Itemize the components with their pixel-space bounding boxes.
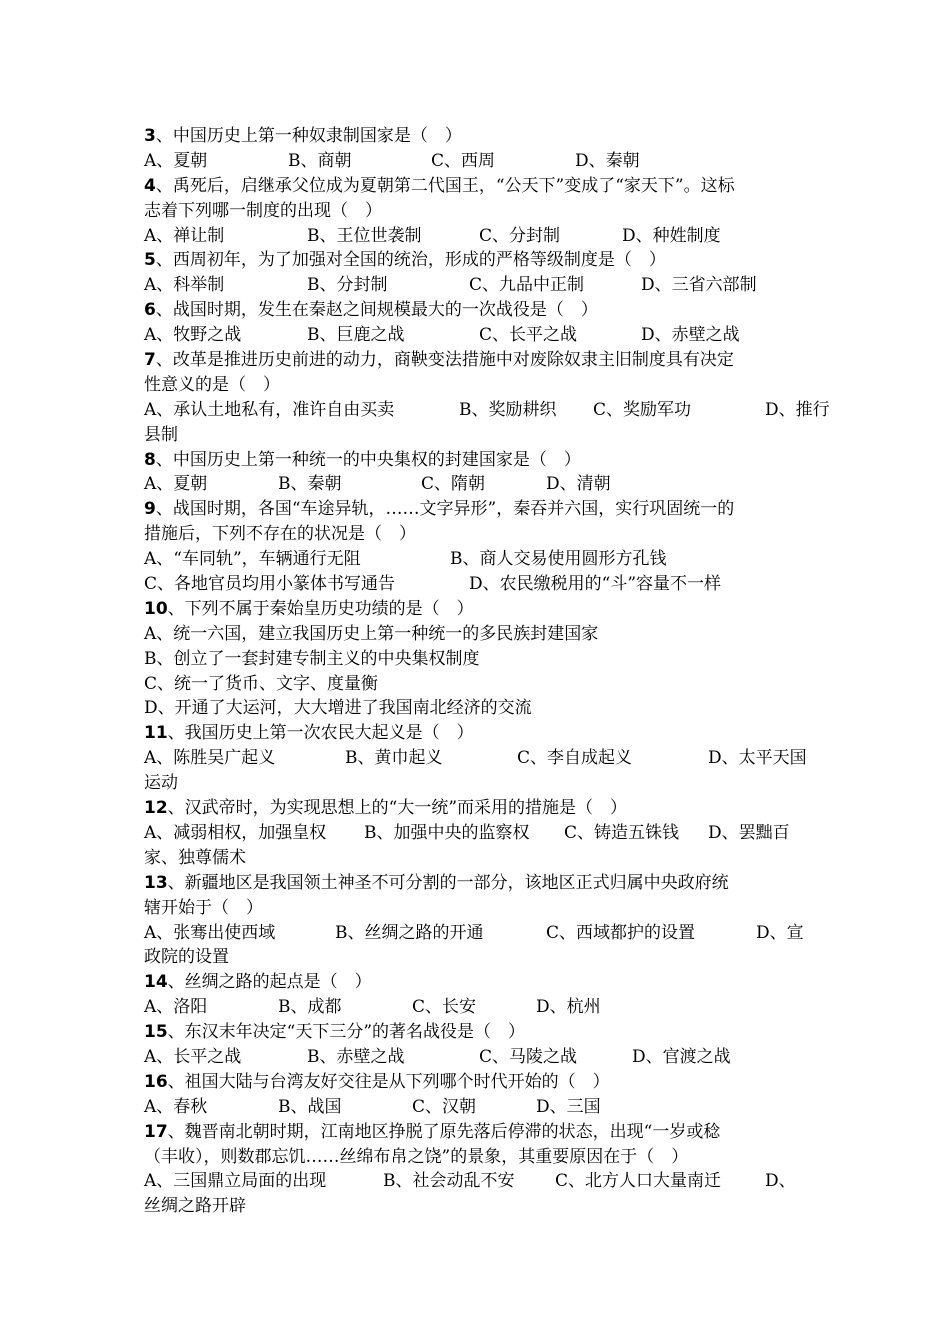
question-text: 、中国历史上第一种奴隶制国家是（ ） [155,126,462,146]
answer-options [144,846,816,871]
question-stem-continuation [144,373,816,398]
answer-options [144,572,816,597]
question-text: （丰收），则数郡忘饥……丝绵布帛之饶”的景象，其重要原因在于（ ） [144,1146,689,1167]
question-stem [144,1070,816,1095]
answer-option: A、科举制 [144,275,225,296]
answer-option: A、禅让制 [144,225,225,246]
answer-option: A、夏朝 [144,474,208,495]
question-number: 4 [144,175,156,196]
answer-option: B、商人交易使用圆形方孔钱 [450,549,667,570]
answer-option: B、创立了一套封建专制主义的中央集权制度 [144,648,480,669]
question-4 [144,174,816,249]
question-16 [144,1070,816,1120]
answer-option: A、牧野之战 [144,325,242,346]
answer-option: D、赤壁之战 [641,325,740,346]
answer-option: C、分封制 [479,225,561,246]
question-text: 、下列不属于秦始皇历史功绩的是（ ） [167,598,474,619]
question-text: 、战国时期，各国“车途异轨，……文字异形”，秦吞并六国，实行巩固统一的 [155,499,735,520]
question-number: 13 [144,872,168,893]
question-stem [144,174,816,199]
question-stem [144,796,816,821]
question-15 [144,1020,816,1070]
answer-option: A、统一六国，建立我国历史上第一种统一的多民族封建国家 [144,623,599,644]
answer-option: C、西域都护的设置 [546,922,696,943]
answer-option: 家、独尊儒术 [144,847,246,868]
answer-option: A、“车同轨”，车辆通行无阻 [144,549,361,570]
answer-option: C、长安 [412,997,477,1018]
question-stem [144,1020,816,1045]
question-3 [144,124,816,174]
question-number: 15 [144,1022,168,1043]
question-number: 7 [144,350,156,371]
answer-option: B、成都 [278,997,342,1018]
answer-option: B、丝绸之路的开通 [335,922,484,943]
question-text: 辖开始于（ ） [144,897,263,918]
question-stem [144,348,816,373]
answer-option: 政院的设置 [144,947,229,968]
question-text: 、丝绸之路的起点是（ ） [167,972,372,993]
answer-option: A、减弱相权，加强皇权 [144,822,327,843]
answer-option: 丝绸之路开辟 [144,1196,246,1217]
question-text: 、汉武帝时，为实现思想上的“大一统”而采用的措施是（ ） [167,798,628,819]
answer-option: D、推行 [765,399,830,420]
answer-option: C、铸造五铢钱 [564,822,680,843]
answer-options [144,746,816,771]
answer-options [144,1095,816,1120]
answer-option: D、种姓制度 [622,225,721,246]
answer-option: C、西周 [431,150,496,171]
answer-options [144,1045,816,1070]
answer-options [144,821,816,846]
question-stem-continuation [144,896,816,921]
question-number: 14 [144,972,168,993]
answer-option: B、战国 [278,1096,342,1117]
answer-option: C、李自成起义 [517,748,633,769]
answer-option: D、罢黜百 [708,822,790,843]
answer-options [144,921,816,946]
question-number: 16 [144,1071,168,1092]
question-12 [144,796,816,871]
question-11 [144,721,816,796]
answer-option: D、 [765,1171,796,1192]
answer-option: A、三国鼎立局面的出现 [144,1171,327,1192]
question-number: 11 [144,723,168,744]
answer-option: 县制 [144,424,178,445]
answer-option: D、杭州 [536,997,601,1018]
question-text: 、我国历史上第一次农民大起义是（ ） [167,723,474,744]
answer-options [144,224,816,249]
question-10 [144,597,816,721]
question-number: 10 [144,598,168,619]
answer-option: B、奖励耕织 [459,399,557,420]
answer-options [144,273,816,298]
answer-option: A、洛阳 [144,997,208,1018]
question-number: 9 [144,499,156,520]
question-number: 17 [144,1121,168,1142]
question-text: 志着下列哪一制度的出现（ ） [144,200,382,221]
answer-options [144,945,816,970]
question-number: 6 [144,300,156,321]
answer-option: D、三省六部制 [641,275,757,296]
question-stem [144,497,816,522]
question-text: 、禹死后，启继承父位成为夏朝第二代国王，“公天下”变成了“家天下”。这标 [155,175,735,196]
answer-option: C、马陵之战 [479,1046,578,1067]
question-stem [144,124,816,149]
question-7 [144,348,830,448]
question-14 [144,970,816,1020]
answer-option: C、奖励军功 [593,399,692,420]
question-stem-continuation [144,522,816,547]
question-5 [144,248,816,298]
answer-option: B、秦朝 [278,474,342,495]
answer-option: C、各地官员均用小篆体书写通告 [144,574,396,595]
question-stem-continuation [144,1145,816,1170]
question-8 [144,448,816,498]
question-stem [144,597,816,622]
question-6 [144,298,816,348]
question-13 [144,871,816,971]
answer-option: C、北方人口大量南迁 [555,1171,722,1192]
question-number: 3 [144,126,156,146]
answer-option: B、分封制 [307,275,388,296]
answer-options [144,398,830,423]
answer-option: D、官渡之战 [632,1046,731,1067]
answer-option: A、长平之战 [144,1046,242,1067]
answer-options [144,696,816,721]
question-text: 、西周初年，为了加强对全国的统治，形成的严格等级制度是（ ） [155,250,666,271]
question-text: 、东汉末年决定“天下三分”的著名战役是（ ） [167,1022,526,1043]
question-stem-continuation [144,199,816,224]
answer-option: A、张骞出使西域 [144,922,276,943]
question-stem [144,248,816,273]
answer-options [144,323,816,348]
answer-option: A、承认土地私有，准许自由买卖 [144,399,395,420]
answer-option: D、宣 [756,922,804,943]
answer-option: D、太平天国 [708,748,807,769]
answer-options [144,622,816,647]
answer-option: B、赤壁之战 [307,1046,405,1067]
answer-option: B、王位世袭制 [307,225,422,246]
answer-option: D、农民缴税用的“斗”容量不一样 [469,574,722,595]
answer-options [144,1194,816,1219]
question-list [144,124,830,1219]
question-stem [144,721,816,746]
answer-options [144,1169,816,1194]
question-text: 性意义的是（ ） [144,374,280,395]
question-number: 8 [144,449,156,470]
answer-options [144,672,816,697]
answer-option: C、隋朝 [421,474,486,495]
question-number: 5 [144,250,156,271]
answer-option: D、开通了大运河，大大增进了我国南北经济的交流 [144,698,532,719]
answer-option: A、春秋 [144,1096,208,1117]
question-17 [144,1120,816,1220]
answer-option: B、社会动乱不安 [383,1171,515,1192]
question-stem [144,871,816,896]
answer-option: D、三国 [536,1096,601,1117]
answer-option: B、商朝 [288,150,352,171]
question-text: 、新疆地区是我国领土神圣不可分割的一部分，该地区正式归属中央政府统 [167,872,729,893]
answer-options [144,423,816,448]
answer-options [144,472,816,497]
question-stem [144,1120,816,1145]
answer-option: C、汉朝 [412,1096,477,1117]
question-text: 、祖国大陆与台湾友好交往是从下列哪个时代开始的（ ） [167,1071,610,1092]
answer-option: 运动 [144,773,178,794]
question-stem [144,298,816,323]
answer-option: C、统一了货币、文字、度量衡 [144,673,379,694]
answer-options [144,995,816,1020]
question-stem [144,448,816,473]
answer-options [144,149,816,174]
question-number: 12 [144,798,168,819]
question-text: 、战国时期，发生在秦赵之间规模最大的一次战役是（ ） [155,300,598,321]
answer-options [144,771,816,796]
answer-option: A、陈胜吴广起义 [144,748,276,769]
question-text: 、改革是推进历史前进的动力，商鞅变法措施中对废除奴隶主旧制度具有决定 [155,350,734,371]
question-stem [144,970,816,995]
question-9 [144,497,816,597]
answer-options [144,547,816,572]
question-text: 、魏晋南北朝时期，江南地区挣脱了原先落后停滞的状态，出现“一岁或稔 [167,1121,721,1142]
answer-options [144,647,816,672]
answer-option: B、加强中央的监察权 [364,822,530,843]
question-text: 、中国历史上第一种统一的中央集权的封建国家是（ ） [155,449,581,470]
answer-option: C、九品中正制 [469,275,585,296]
question-text: 措施后，下列不存在的状况是（ ） [144,524,416,545]
answer-option: B、巨鹿之战 [307,325,405,346]
answer-option: D、清朝 [546,474,611,495]
answer-option: D、秦朝 [575,150,640,171]
answer-option: C、长平之战 [479,325,578,346]
answer-option: B、黄巾起义 [345,748,443,769]
answer-option: A、夏朝 [144,150,208,171]
